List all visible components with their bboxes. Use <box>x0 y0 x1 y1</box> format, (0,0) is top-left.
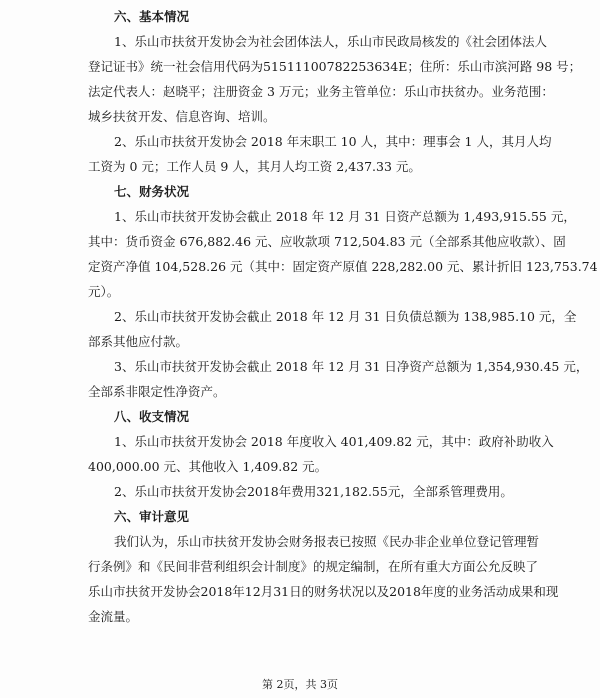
text-line: 乐山市扶贫开发协会2018年12月31日的财务状况以及2018年度的业务活动成果和现 <box>88 584 559 599</box>
text-line: 全部系非限定性净资产。 <box>88 384 226 399</box>
text-line: 1、乐山市扶贫开发协会截止 2018 年 12 月 31 日资产总额为 1,493,915.55 元， <box>114 209 576 224</box>
text-line: 1、乐山市扶贫开发协会 2018 年度收入 401,409.82 元，其中：政府补助收入 <box>114 434 554 449</box>
text-line: 2、乐山市扶贫开发协会2018年费用321,182.55元，全部系管理费用。 <box>114 484 513 499</box>
text-line: 定资产净值 104,528.26 元（其中：固定资产原值 228,282.00 元、累计折旧 123,753.74 <box>88 259 598 274</box>
text-line: 3、乐山市扶贫开发协会截止 2018 年 12 月 31 日净资产总额为 1,354,930.45 元， <box>114 359 589 374</box>
text-line: 部系其他应付款。 <box>88 334 189 349</box>
section-heading: 六、审计意见 <box>114 509 190 524</box>
text-line: 2、乐山市扶贫开发协会 2018 年末职工 10 人，其中：理事会 1 人，其月人均 <box>114 134 552 149</box>
text-line: 金流量。 <box>88 609 139 624</box>
section-heading: 八、收支情况 <box>114 409 190 424</box>
text-line: 400,000.00 元、其他收入 1,409.82 元。 <box>88 459 328 474</box>
text-line: 登记证书》统一社会信用代码为51511100782253634E；住所：乐山市滨河路 98 号； <box>88 59 582 74</box>
text-line: 法定代表人：赵晓平；注册资金 3 万元；业务主管单位：乐山市扶贫办。业务范围： <box>88 84 554 99</box>
text-line: 我们认为，乐山市扶贫开发协会财务报表已按照《民办非企业单位登记管理暂 <box>114 534 540 549</box>
text-line: 1、乐山市扶贫开发协会为社会团体法人，乐山市民政局核发的《社会团体法人 <box>114 34 547 49</box>
text-line: 元）。 <box>88 284 120 299</box>
page-number: 第 2页，共 3页 <box>262 678 338 691</box>
section-heading: 六、基本情况 <box>114 9 190 24</box>
text-line: 城乡扶贫开发、信息咨询、培训。 <box>88 109 276 124</box>
text-line: 其中：货币资金 676,882.46 元、应收款项 712,504.83 元（全部系其他应收款）、固 <box>88 234 566 249</box>
document-body <box>88 4 598 629</box>
section-heading: 七、财务状况 <box>114 184 190 199</box>
text-line: 行条例》和《民间非营利组织会计制度》的规定编制，在所有重大方面公允反映了 <box>88 559 539 574</box>
text-line: 2、乐山市扶贫开发协会截止 2018 年 12 月 31 日负债总额为 138,985.10 元，全 <box>114 309 577 324</box>
text-line: 工资为 0 元；工作人员 9 人，其月人均工资 2,437.33 元。 <box>88 159 421 174</box>
